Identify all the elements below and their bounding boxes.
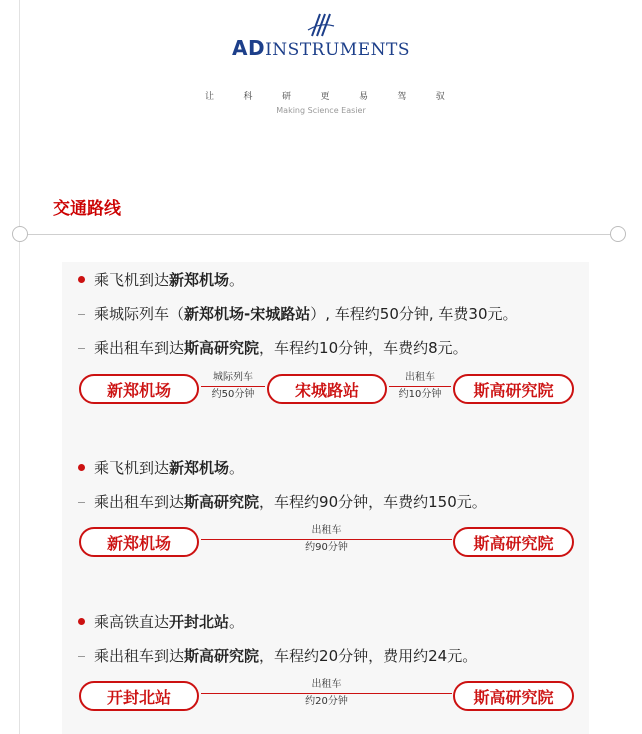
route-1-connector-taxi (389, 372, 451, 401)
dash-icon (78, 502, 85, 503)
route-1-stop-songchenglu-station: 宋城路站 (267, 374, 387, 404)
connector-line (201, 386, 265, 387)
line-text: 乘城际列车（ (94, 305, 185, 323)
bullet-dot-icon (78, 618, 85, 625)
route-2-connector-taxi (201, 525, 452, 554)
line-text: 乘飞机到达 (94, 459, 170, 477)
bullet-dot-icon (78, 464, 85, 471)
route-3-line-1 (78, 611, 244, 632)
connector-mode: 城际列车 (213, 372, 253, 383)
route-3-connector-taxi (201, 679, 452, 708)
bullet-dot-icon (78, 276, 85, 283)
section-title: 交通路线 (53, 199, 121, 219)
tagline-char: 科 (243, 92, 253, 102)
line-text: 。 (229, 613, 245, 631)
line-text: ，车程约10分钟，车费约8元。 (259, 339, 468, 357)
tagline-char: 驭 (435, 92, 445, 102)
line-text: ，车程约20分钟，费用约24元。 (259, 647, 478, 665)
section-divider (19, 234, 617, 235)
route-3-line-2 (78, 645, 477, 666)
route-3-stop-sigao-institute: 斯高研究院 (453, 681, 574, 711)
connector-duration: 约20分钟 (305, 696, 348, 707)
line-text: 。 (229, 459, 245, 477)
route-2-line-2 (78, 491, 487, 512)
line-text: 乘出租车到达 (94, 339, 185, 357)
tagline-chinese (205, 89, 445, 102)
logo-ad: AD (232, 36, 266, 60)
line-bold-text: 斯高研究院 (184, 339, 260, 357)
line-text: ）, 车程约50分钟, 车费30元。 (310, 305, 518, 323)
route-2-stop-xinzheng-airport: 新郑机场 (79, 527, 199, 557)
connector-line (201, 693, 452, 694)
line-bold-text: 开封北站 (169, 613, 230, 631)
route-1-line-3 (78, 337, 468, 358)
route-2-stop-sigao-institute: 斯高研究院 (453, 527, 574, 557)
route-1-stop-xinzheng-airport: 新郑机场 (79, 374, 199, 404)
line-bold-text: 斯高研究院 (184, 493, 260, 511)
tagline-char: 驾 (397, 92, 407, 102)
connector-line (389, 386, 451, 387)
route-2-line-1 (78, 457, 244, 478)
dash-icon (78, 656, 85, 657)
connector-mode: 出租车 (405, 372, 435, 383)
adinstruments-logo-mark-icon (0, 12, 642, 38)
route-3-stop-kaifeng-north: 开封北站 (79, 681, 199, 711)
line-text: ，车程约90分钟，车费约150元。 (259, 493, 487, 511)
divider-left-circle-icon (12, 226, 28, 242)
tagline-char: 更 (320, 92, 330, 102)
line-bold-text: 新郑机场-宋城路站 (184, 305, 311, 323)
line-bold-text: 斯高研究院 (184, 647, 260, 665)
line-bold-text: 新郑机场 (169, 271, 230, 289)
route-1-line-1 (78, 269, 244, 290)
tagline-english: Making Science Easier (276, 106, 366, 115)
logo-instruments: INSTRUMENTS (265, 40, 410, 60)
connector-duration: 约90分钟 (305, 542, 348, 553)
connector-mode: 出租车 (311, 525, 342, 536)
line-text: 。 (229, 271, 245, 289)
connector-duration: 约10分钟 (398, 389, 442, 400)
connector-mode: 出租车 (311, 679, 342, 690)
dash-icon (78, 348, 85, 349)
tagline-char: 易 (358, 92, 368, 102)
route-1-line-2 (78, 303, 518, 324)
dash-icon (78, 314, 85, 315)
line-text: 乘飞机到达 (94, 271, 170, 289)
line-text: 乘出租车到达 (94, 493, 185, 511)
connector-duration: 约50分钟 (211, 389, 255, 400)
line-text: 乘高铁直达 (94, 613, 170, 631)
adinstruments-logo (0, 36, 642, 60)
divider-right-circle-icon (610, 226, 626, 242)
tagline-char: 研 (281, 92, 291, 102)
tagline-char: 让 (205, 92, 215, 102)
route-1-stop-sigao-institute: 斯高研究院 (453, 374, 574, 404)
line-bold-text: 新郑机场 (169, 459, 230, 477)
line-text: 乘出租车到达 (94, 647, 185, 665)
route-1-connector-intercity (201, 372, 265, 401)
connector-line (201, 539, 452, 540)
